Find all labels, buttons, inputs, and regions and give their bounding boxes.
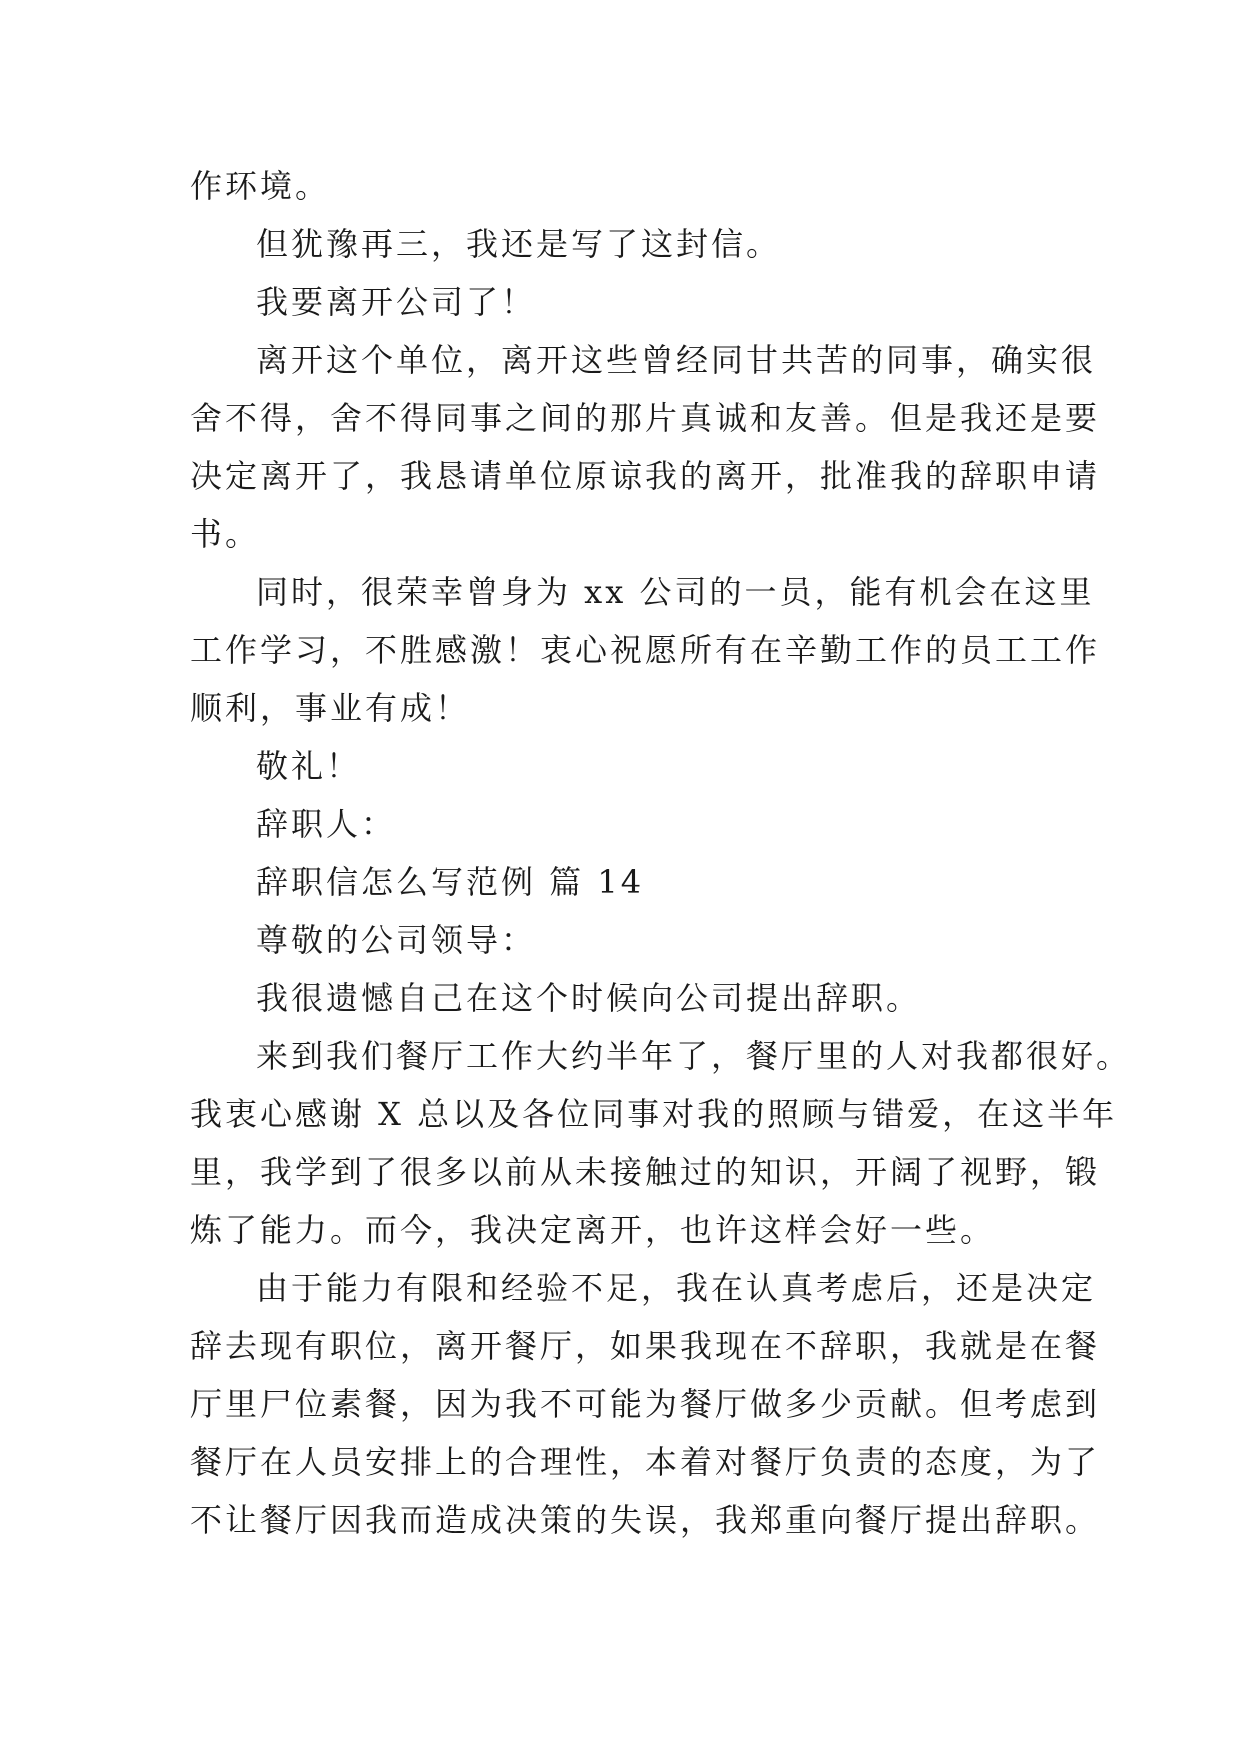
paragraph-line: 我要离开公司了！ (256, 283, 537, 321)
section-heading: 辞职信怎么写范例 篇 14 (256, 863, 645, 901)
paragraph-line: 我很遗憾自己在这个时候向公司提出辞职。 (256, 979, 922, 1017)
letter-greeting: 尊敬的公司领导： (256, 921, 537, 959)
paragraph-line: 决定离开了，我恳请单位原谅我的离开，批准我的辞职申请 (190, 457, 1101, 495)
paragraph-line: 但犹豫再三，我还是写了这封信。 (256, 225, 782, 263)
paragraph-line: 工作学习，不胜感激！衷心祝愿所有在辛勤工作的员工工作 (190, 631, 1101, 669)
paragraph-line: 不让餐厅因我而造成决策的失误，我郑重向餐厅提出辞职。 (190, 1501, 1101, 1539)
paragraph-line: 厅里尸位素餐，因为我不可能为餐厅做多少贡献。但考虑到 (190, 1385, 1101, 1423)
paragraph-line: 我衷心感谢 X 总以及各位同事对我的照顾与错爱，在这半年 (190, 1095, 1118, 1133)
signature-label: 辞职人： (256, 805, 397, 843)
paragraph-line: 来到我们餐厅工作大约半年了，餐厅里的人对我都很好。 (256, 1037, 1132, 1075)
paragraph-line: 餐厅在人员安排上的合理性，本着对餐厅负责的态度，为了 (190, 1443, 1101, 1481)
paragraph-line: 炼了能力。而今，我决定离开，也许这样会好一些。 (190, 1211, 996, 1249)
paragraph-line: 作环境。 (190, 167, 331, 205)
paragraph-line: 书。 (190, 515, 261, 553)
paragraph-line: 里，我学到了很多以前从未接触过的知识，开阔了视野，锻 (190, 1153, 1101, 1191)
paragraph-line: 顺利，事业有成！ (190, 689, 471, 727)
paragraph-line: 舍不得，舍不得同事之间的那片真诚和友善。但是我还是要 (190, 399, 1101, 437)
paragraph-line: 由于能力有限和经验不足，我在认真考虑后，还是决定 (256, 1269, 1097, 1307)
paragraph-line: 离开这个单位，离开这些曾经同甘共苦的同事，确实很 (256, 341, 1097, 379)
paragraph-line: 辞去现有职位，离开餐厅，如果我现在不辞职，我就是在餐 (190, 1327, 1101, 1365)
closing-salutation: 敬礼！ (256, 747, 362, 785)
paragraph-line: 同时，很荣幸曾身为 xx 公司的一员，能有机会在这里 (256, 573, 1095, 611)
